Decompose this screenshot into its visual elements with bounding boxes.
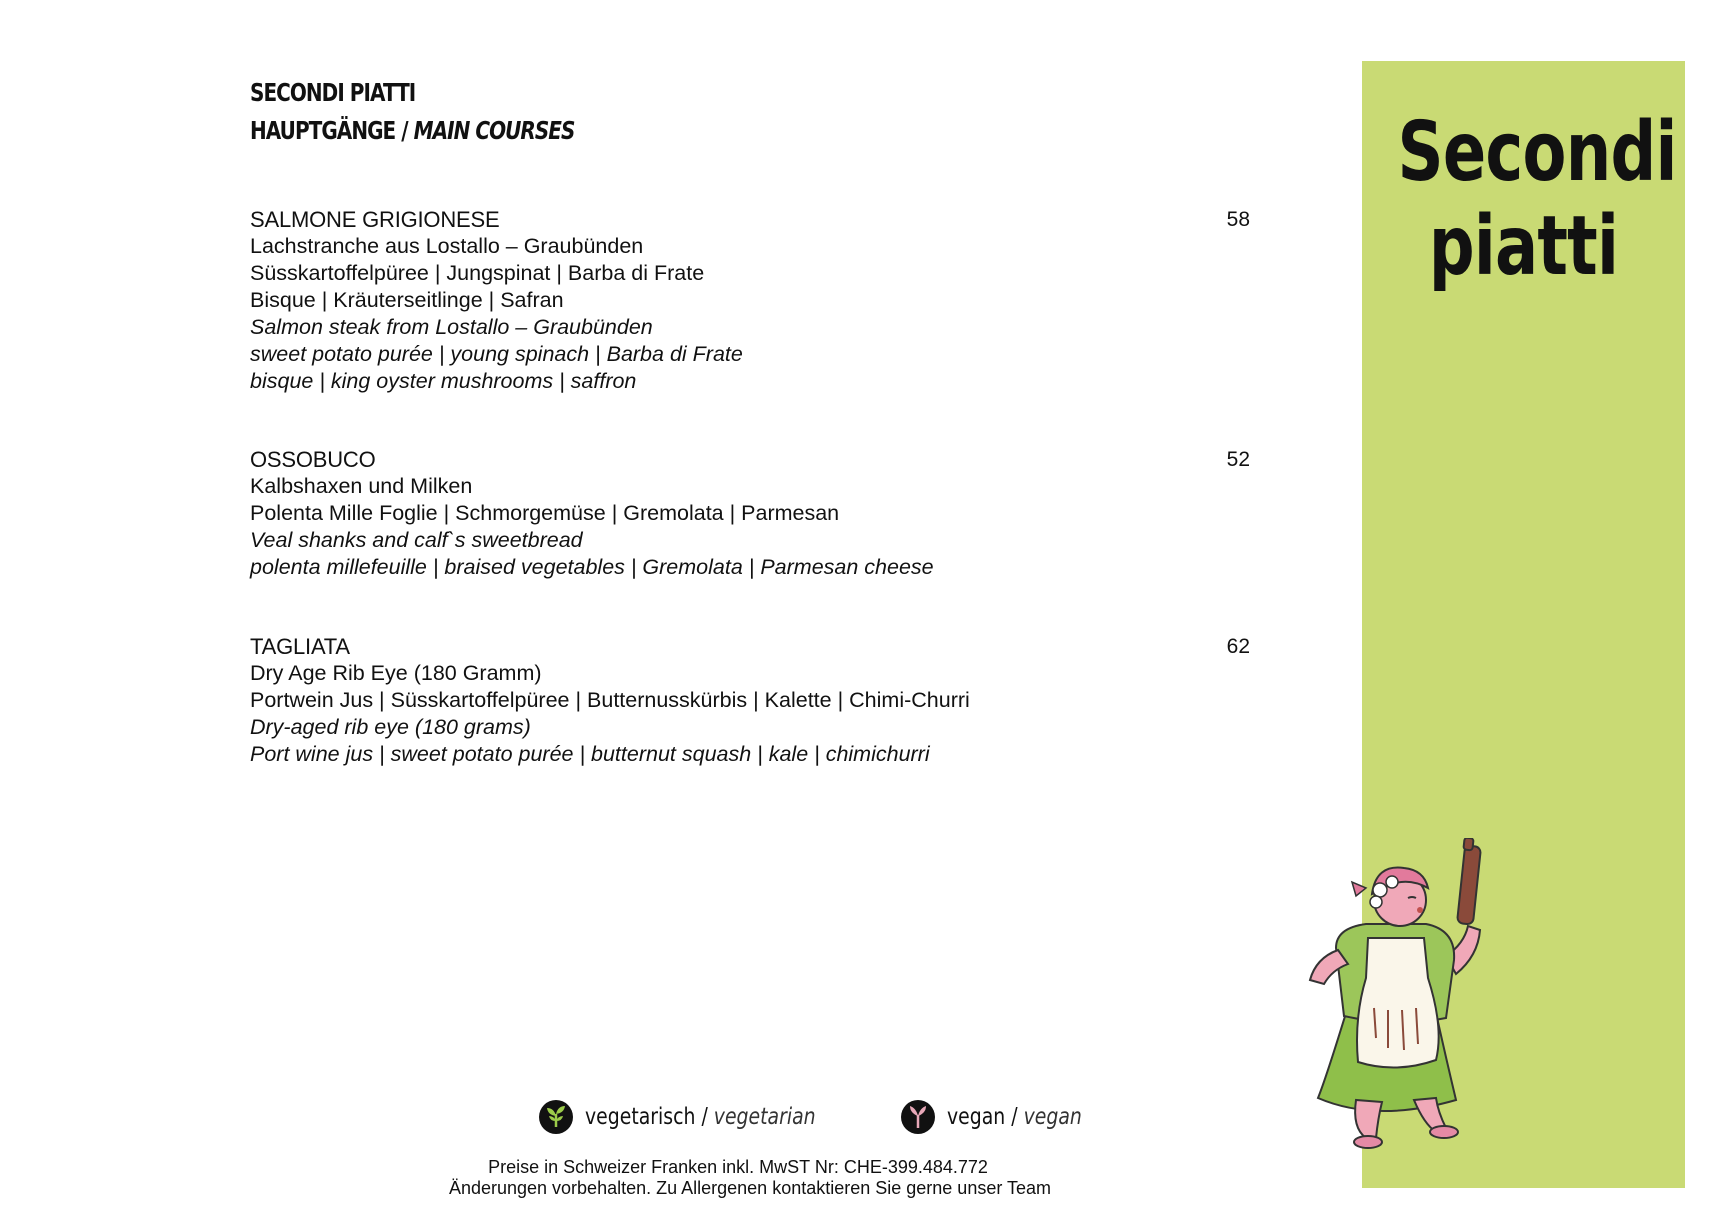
legend-label-vegetarian (585, 1104, 816, 1130)
side-panel-title-line: Secondi (1397, 105, 1677, 200)
dish-description-de: Bisque | Kräuterseitlinge | Safran (250, 288, 564, 312)
legend-label-en: vegetarian (713, 1104, 816, 1130)
dish-description-en: Salmon steak from Lostallo – Graubünden (250, 315, 653, 339)
legend-label-de: vegetarisch (585, 1104, 696, 1130)
section-title-translations (250, 112, 574, 150)
dish-description-de: Kalbshaxen und Milken (250, 474, 473, 498)
dish-description-en: sweet potato purée | young spinach | Barba di Frate (250, 342, 743, 366)
dish-description-de: Portwein Jus | Süsskartoffelpüree | Butternusskürbis | Kalette | Chimi-Churri (250, 688, 970, 712)
dish-description-de: Dry Age Rib Eye (180 Gramm) (250, 661, 542, 685)
legend-separator: / (1005, 1104, 1024, 1130)
dish-description-en: Veal shanks and calf`s sweetbread (250, 528, 583, 552)
legend-vegan (900, 1099, 1111, 1135)
dish-description-en: Port wine jus | sweet potato purée | butternut squash | kale | chimichurri (250, 742, 930, 766)
dish-description-en: polenta millefeuille | braised vegetables | Gremolata | Parmesan cheese (250, 555, 934, 579)
dish-description-en: Dry-aged rib eye (180 grams) (250, 715, 531, 739)
dish-description-en: bisque | king oyster mushrooms | saffron (250, 369, 637, 393)
section-title-german: HAUPTGÄNGE (250, 116, 396, 145)
footer-allergen-note: Änderungen vorbehalten. Zu Allergenen kontaktieren Sie gerne unser Team (448, 1178, 1052, 1198)
footer-price-note: Preise in Schweizer Franken inkl. MwST Nr: CHE-399.484.772 (488, 1157, 988, 1177)
side-panel-title (1397, 105, 1677, 294)
cook-mascot-illustration (1296, 838, 1526, 1158)
side-panel-title-line: piatti (1428, 199, 1619, 294)
dish-price: 58 (1226, 208, 1250, 231)
legend-separator: / (695, 1104, 714, 1130)
menu-footer (0, 1157, 1340, 1199)
section-title-italian: SECONDI PIATTI (250, 78, 416, 107)
legend-label-vegan (947, 1104, 1082, 1130)
dish-name: SALMONE GRIGIONESE (250, 207, 500, 232)
title-separator: / (395, 116, 414, 145)
dish-item (250, 633, 1250, 768)
section-title-english: MAIN COURSES (413, 116, 575, 145)
sprout-icon (538, 1099, 574, 1135)
dish-description-de: Lachstranche aus Lostallo – Graubünden (250, 234, 644, 258)
dish-name: TAGLIATA (250, 634, 350, 659)
dish-description-de: Polenta Mille Foglie | Schmorgemüse | Gremolata | Parmesan (250, 501, 840, 525)
legend-vegetarian (538, 1099, 866, 1135)
legend-label-de: vegan (947, 1104, 1006, 1130)
dish-item (250, 446, 1250, 581)
menu-section-header (250, 74, 656, 150)
dietary-legend (538, 1097, 1146, 1137)
dish-item (250, 206, 1250, 395)
dish-price: 52 (1226, 448, 1250, 471)
legend-label-en: vegan (1023, 1104, 1083, 1130)
rolling-pin-icon (1457, 838, 1481, 925)
dish-price: 62 (1226, 635, 1250, 658)
fork-leaf-icon (900, 1099, 936, 1135)
dish-name: OSSOBUCO (250, 447, 376, 472)
dish-description-de: Süsskartoffelpüree | Jungspinat | Barba di Frate (250, 261, 705, 285)
